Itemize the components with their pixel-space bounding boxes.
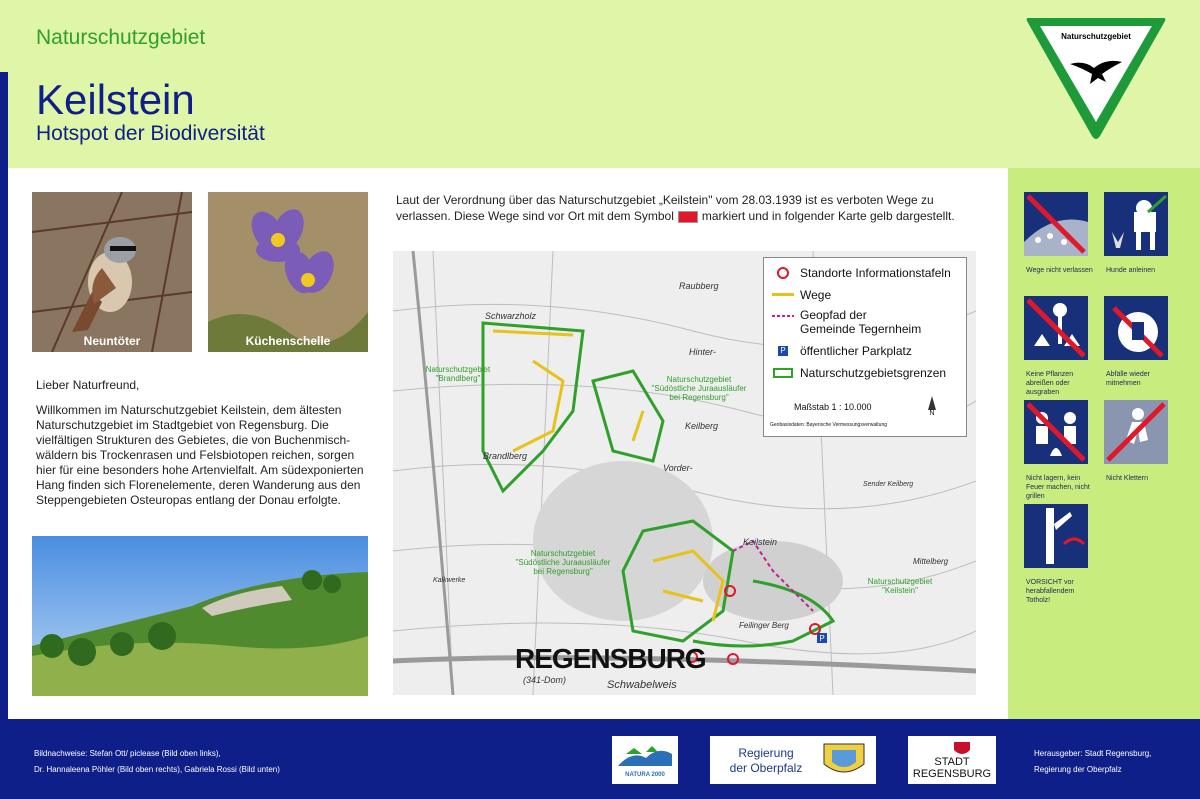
map-label-nsg-keilstein: Naturschutzgebiet "Keilstein" bbox=[867, 577, 933, 595]
regulation-text-part2: markiert und in folgender Karte gelb dargestellt. bbox=[701, 209, 955, 223]
map-label-schwarzholz: Schwarzholz bbox=[485, 311, 537, 321]
map-label-brandlberg: Brandlberg bbox=[483, 451, 528, 461]
no-pick-plants-icon bbox=[1024, 296, 1088, 360]
letter-body: Willkommen im Naturschutzgebiet Keilstein, dem ältesten Naturschutzgebiet im Stadtgebiet von Regensburg. Die vielfältigen Strukturen des Gebietes, die von Buchenmisch-wäldern bis Trockenrasen und Felsbiotopen reichen, sorgen hier für eine besonders hohe Artenvielfalt. Am südexponierten Hang finden sich Florenelemente, deren Wanderung aus den Steppengebieten Osteuropas entlang der Donau erfolgte. bbox=[36, 403, 364, 507]
left-accent-bar bbox=[0, 72, 8, 799]
regulation-text bbox=[396, 192, 976, 224]
map-label-nsg-brandlberg: Naturschutzgebiet "Brandlberg" bbox=[425, 365, 491, 383]
legend-paths: Wege bbox=[770, 288, 831, 302]
rule-label-fire: Nicht lagern, kein Feuer machen, nicht grillen bbox=[1026, 475, 1090, 500]
regulation-text-part1: Laut der Verordnung über das Naturschutzgebiet „Keilstein" vom 28.03.1939 ist es verboten Wege zu verlassen. Diese Wege sind vor Ort mit dem Symbol bbox=[396, 193, 934, 223]
rule-label-climbing: Nicht Klettern bbox=[1106, 475, 1149, 482]
publisher-info: Herausgeber: Stadt Regensburg, Regierung der Oberpfalz bbox=[1034, 749, 1152, 774]
photo-credits: Bildnachweise: Stefan Ott/ piclease (Bild oben links), Dr. Hannaleena Pöhler (Bild oben rechts), Gabriela Rossi (Bild unten) bbox=[34, 749, 280, 774]
map-label-mittelberg: Mittelberg bbox=[913, 557, 949, 566]
stadt-regensburg-logo: STADT REGENSBURG bbox=[908, 736, 996, 784]
no-climbing-icon bbox=[1104, 400, 1168, 464]
no-fire-icon bbox=[1024, 400, 1088, 464]
page-title: Keilstein bbox=[36, 76, 195, 123]
map-label-hinter: Hinter- bbox=[689, 347, 716, 357]
north-arrow-icon: N bbox=[926, 396, 938, 417]
photo-pasque-flower bbox=[208, 192, 368, 352]
rule-label-waste: Abfälle wieder mitnehmen bbox=[1106, 371, 1150, 387]
letter-greeting: Lieber Naturfreund, bbox=[36, 378, 140, 392]
map-label-sender: Sender Keilberg bbox=[863, 481, 914, 488]
map-label-raubberg: Raubberg bbox=[679, 281, 719, 291]
legend-source: Geobasisdaten: Bayerische Vermessungsverwaltung bbox=[770, 422, 888, 428]
rule-label-leave-path: Wege nicht verlassen bbox=[1026, 267, 1093, 274]
rule-label-plants: Keine Pflanzen abreißen oder ausgraben bbox=[1026, 371, 1074, 396]
legend-geopfad: Geopfad der Gemeinde Tegernheim bbox=[800, 308, 922, 336]
welcome-text bbox=[36, 378, 364, 518]
map-label-kalkwerke: Kalkwerke bbox=[433, 577, 466, 584]
map-label-elevation: (341-Dom) bbox=[523, 675, 567, 685]
sign-label: Naturschutzgebiet bbox=[1061, 32, 1131, 41]
nature-reserve-sign bbox=[1024, 12, 1168, 142]
map-label-vorder: Vorder- bbox=[663, 463, 693, 473]
legend-parking: P öffentlicher Parkplatz bbox=[770, 344, 912, 358]
map-city-label: REGENSBURG bbox=[515, 643, 706, 674]
natura-2000-logo: NATURA 2000 bbox=[612, 736, 678, 784]
map-label-nsg-jura-bottom: Naturschutzgebiet "Südöstliche Juraausläufer bei Regensburg" bbox=[515, 549, 611, 576]
legend-info-boards: Standorte Informationstafeln bbox=[770, 266, 951, 280]
photo-landscape bbox=[32, 536, 368, 696]
bavarian-coat-of-arms-icon bbox=[818, 740, 870, 780]
dog-leash-icon bbox=[1104, 192, 1168, 256]
map-label-schwabelweis: Schwabelweis bbox=[607, 679, 677, 691]
regensburg-keys-icon bbox=[952, 740, 972, 756]
header-kicker: Naturschutzgebiet bbox=[36, 26, 206, 49]
flower-caption: Küchenschelle bbox=[245, 334, 331, 348]
map-label-keilstein: Keilstein bbox=[743, 537, 778, 547]
map-label-nsg-jura-top: Naturschutzgebiet "Südöstliche Juraausläufer bei Regensburg" bbox=[651, 375, 747, 402]
page-subtitle: Hotspot der Biodiversität bbox=[36, 122, 265, 145]
take-waste-icon bbox=[1104, 296, 1168, 360]
falling-deadwood-icon bbox=[1024, 504, 1088, 568]
bird-caption: Neuntöter bbox=[83, 334, 141, 348]
svg-text:P: P bbox=[819, 634, 825, 643]
path-marker-symbol bbox=[678, 211, 698, 223]
map-label-feilinger: Feilinger Berg bbox=[739, 621, 789, 630]
no-leave-path-icon bbox=[1024, 192, 1088, 256]
legend-boundaries: Naturschutzgebietsgrenzen bbox=[770, 366, 946, 380]
photo-red-backed-shrike bbox=[32, 192, 192, 352]
rule-label-dog-leash: Hunde anleinen bbox=[1106, 267, 1156, 274]
rule-label-deadwood: VORSICHT vor herabfallendem Totholz! bbox=[1026, 579, 1075, 604]
legend-scale: Maßstab 1 : 10.000 bbox=[794, 402, 872, 412]
map-legend bbox=[763, 257, 967, 437]
map-label-keilberg: Keilberg bbox=[685, 421, 719, 431]
regierung-oberpfalz-logo: Regierung der Oberpfalz bbox=[710, 736, 876, 784]
